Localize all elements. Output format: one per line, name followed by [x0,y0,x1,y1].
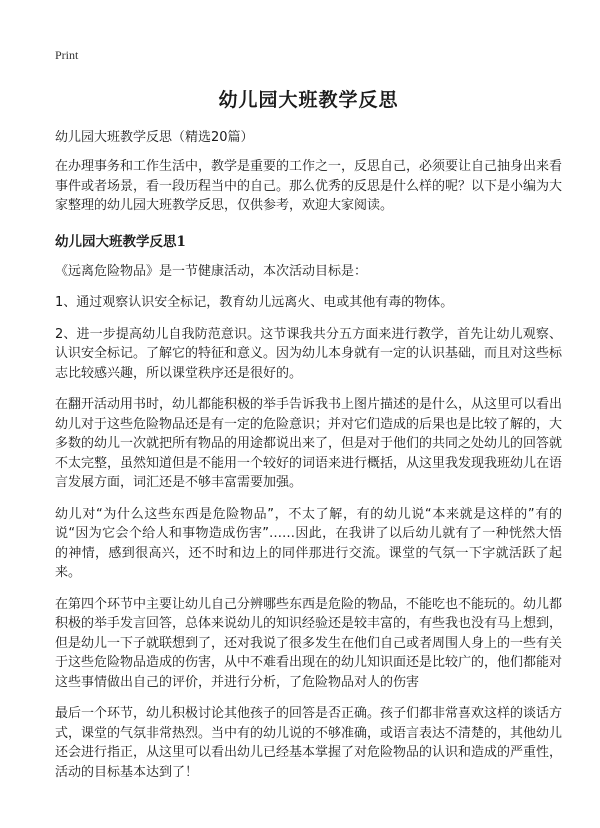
intro-paragraph: 在办理事务和工作生活中，教学是重要的工作之一，反思自己，必须要让自己抽身出来看事件或者场景，看一段历程当中的自己。那么优秀的反思是什么样的呢？以下是小编为大家整理的幼儿园大班教学反思，仅供参考，欢迎大家阅读。 [55,159,563,213]
body-paragraph: 2、进一步提高幼儿自我防范意识。这节课我共分五方面来进行教学，首先让幼儿观察、认识安全标记。了解它的特征和意义。因为幼儿本身就有一定的认识基础，而且对这些标志比较感兴趣，所以课堂秩序还是很好的。 [55,326,563,381]
page-title: 幼儿园大班教学反思 [218,89,399,111]
body-paragraph: 幼儿对“为什么这些东西是危险物品”，不太了解，有的幼儿说“本来就是这样的”有的说“因为它会个给人和事物造成伤害”……因此，在我讲了以后幼儿就有了一种恍然大悟的神情，感到很高兴，还不时和边上的同伴那进行交流。课堂的气氛一下字就活跃了起来。 [55,506,562,580]
section-heading: 幼儿园大班教学反思1 [55,233,186,250]
body-paragraph: 在第四个环节中主要让幼儿自己分辨哪些东西是危险的物品，不能吃也不能玩的。幼儿都积极的举手发言回答，总体来说幼儿的知识经验还是较丰富的，有些我也没有马上想到，但是幼儿一下子就联想到了，还对我说了很多发生在他们自己或者周围人身上的一些有关于这些危险物品造成的伤害，从中不难看出现在的幼儿知识面还是比较广的，他们都能对这些事情做出自己的评价，并进行分析，了危险物品对人的伤害 [55,596,563,690]
body-paragraph: 《远离危险物品》是一节健康活动，本次活动目标是： [55,263,368,279]
body-paragraph: 1、通过观察认识安全标记，教育幼儿远离火、电或其他有毒的物体。 [55,295,454,310]
body-paragraph: 最后一个环节，幼儿积极讨论其他孩子的回答是否正确。孩子们都非常喜欢这样的谈话方式，课堂的气氛非常热烈。当中有的幼儿说的不够准确，或语言表达不清楚的，其他幼儿还会进行指正，从这里可以看出幼儿已经基本掌握了对危险物品的认识和造成的严重性，活动的目标基本达到了！ [55,706,563,780]
print-label[interactable]: Print [55,48,79,62]
document-subtitle: 幼儿园大班教学反思（精选20篇） [55,130,254,145]
body-paragraph: 在翻开活动用书时，幼儿都能积极的举手告诉我书上图片描述的是什么，从这里可以看出幼儿对于这些危险物品还是有一定的危险意识；并对它们造成的后果也是比较了解的，大多数的幼儿一次就把所有物品的用途都说出来了，但是对于他们的共同之处幼儿的回答就不太完整，虽然知道但是不能用一个较好的词语来进行概括，从这里我发现我班幼儿在语言发展方面，词汇还是不够丰富需要加强。 [55,397,563,490]
